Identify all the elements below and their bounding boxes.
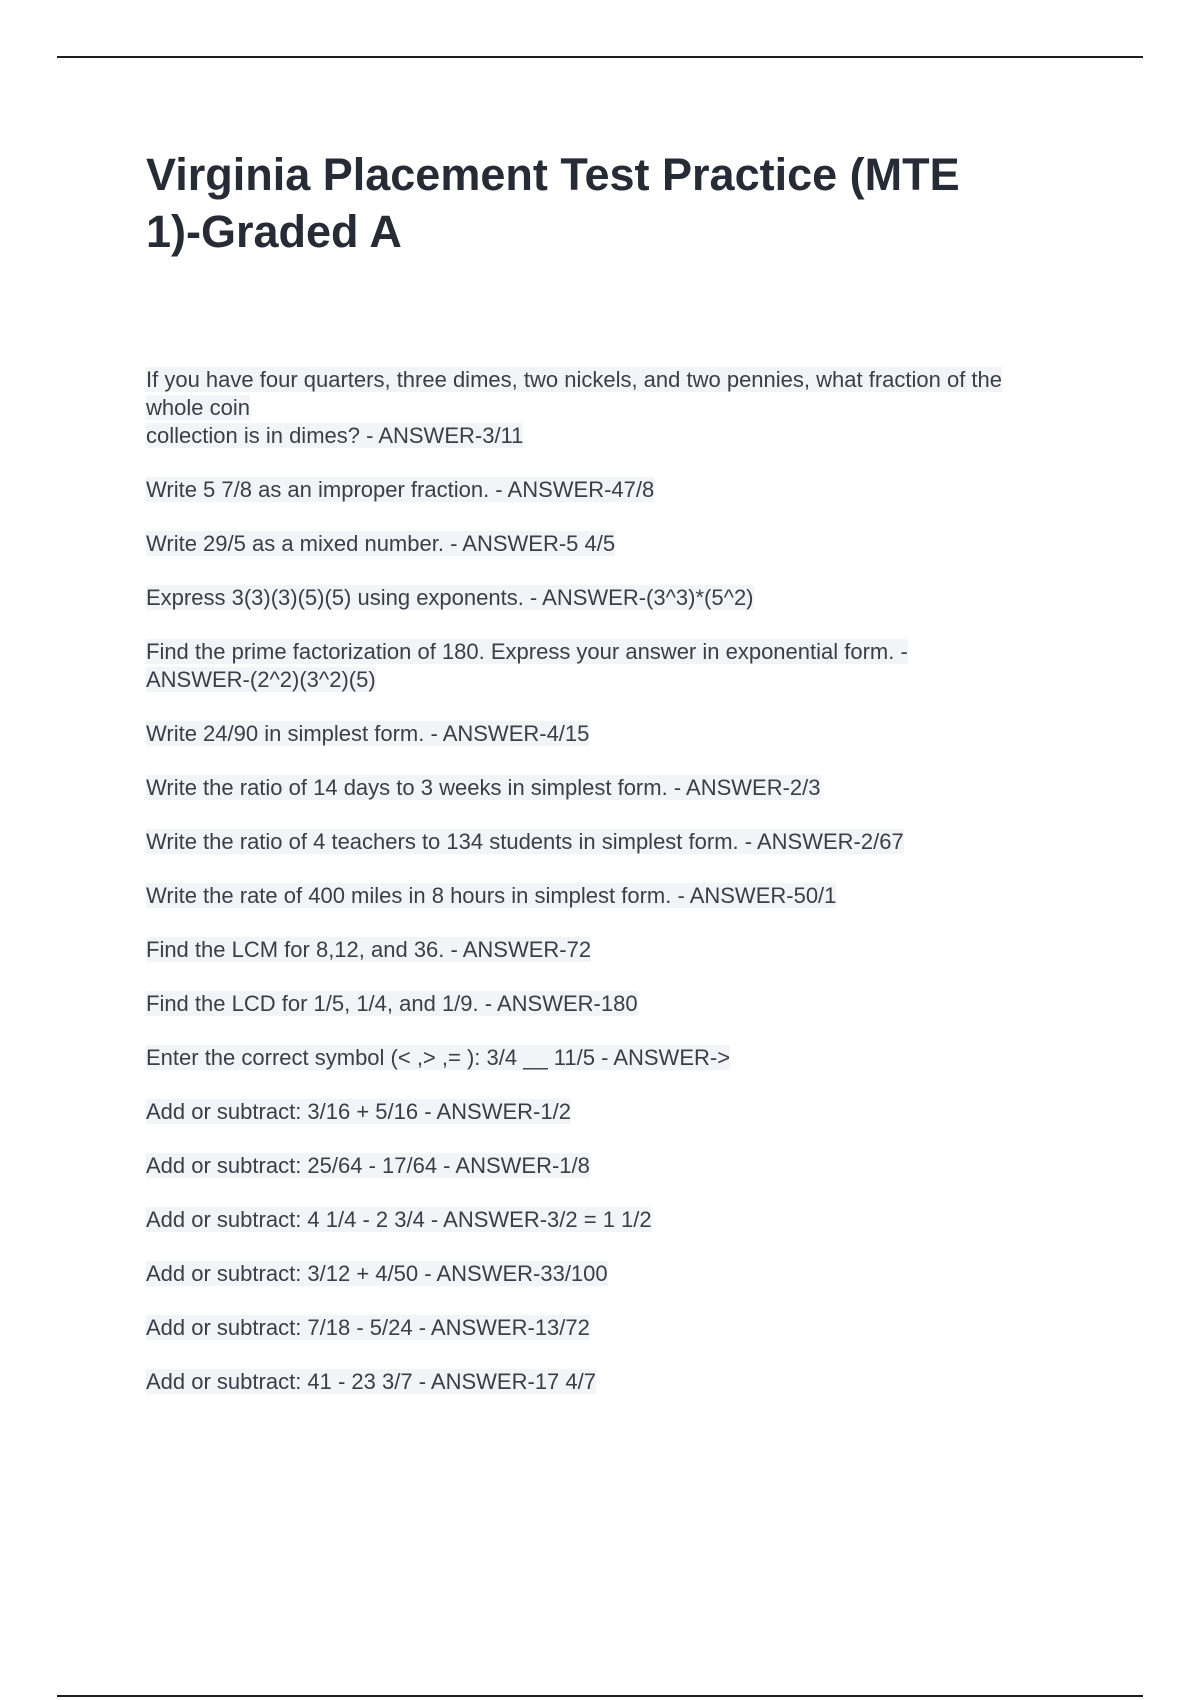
qa-line <box>146 366 1106 394</box>
title-line-2: 1)-Graded A <box>146 206 402 257</box>
qa-line <box>146 1098 1106 1126</box>
qa-line <box>146 936 1106 964</box>
qa-item <box>146 1152 1106 1180</box>
qa-item <box>146 638 1106 694</box>
qa-text: Find the LCM for 8,12, and 36. - ANSWER-72 <box>146 937 592 962</box>
qa-text: Write the ratio of 14 days to 3 weeks in simplest form. - ANSWER-2/3 <box>146 775 821 800</box>
qa-line <box>146 828 1106 856</box>
qa-text: Write 5 7/8 as an improper fraction. - ANSWER-47/8 <box>146 477 655 502</box>
qa-text: Add or subtract: 7/18 - 5/24 - ANSWER-13/72 <box>146 1315 590 1340</box>
qa-item <box>146 366 1106 450</box>
qa-text: Find the LCD for 1/5, 1/4, and 1/9. - ANSWER-180 <box>146 991 638 1016</box>
qa-item <box>146 774 1106 802</box>
qa-line <box>146 774 1106 802</box>
qa-text: ANSWER-(2^2)(3^2)(5) <box>146 667 376 692</box>
qa-text: Enter the correct symbol (< ,> ,= ): 3/4 __ 11/5 - ANSWER-> <box>146 1045 731 1070</box>
qa-line <box>146 720 1106 748</box>
qa-item <box>146 936 1106 964</box>
qa-item <box>146 1044 1106 1072</box>
document-title <box>146 146 1076 260</box>
qa-line <box>146 1152 1106 1180</box>
qa-text: Add or subtract: 3/16 + 5/16 - ANSWER-1/2 <box>146 1099 571 1124</box>
qa-item <box>146 828 1106 856</box>
qa-item <box>146 1206 1106 1234</box>
qa-item <box>146 530 1106 558</box>
qa-line <box>146 638 1106 666</box>
qa-line <box>146 476 1106 504</box>
title-line-1: Virginia Placement Test Practice (MTE <box>146 149 960 200</box>
qa-text: Add or subtract: 4 1/4 - 2 3/4 - ANSWER-3/2 = 1 1/2 <box>146 1207 652 1232</box>
top-divider <box>57 56 1143 58</box>
qa-item <box>146 1368 1106 1396</box>
qa-text: Write the rate of 400 miles in 8 hours in simplest form. - ANSWER-50/1 <box>146 883 837 908</box>
qa-text: Add or subtract: 25/64 - 17/64 - ANSWER-1/8 <box>146 1153 590 1178</box>
qa-text: Add or subtract: 41 - 23 3/7 - ANSWER-17 4/7 <box>146 1369 596 1394</box>
qa-text: Express 3(3)(3)(5)(5) using exponents. - ANSWER-(3^3)*(5^2) <box>146 585 754 610</box>
qa-item <box>146 882 1106 910</box>
qa-line <box>146 584 1106 612</box>
qa-item <box>146 584 1106 612</box>
qa-line <box>146 666 1106 694</box>
question-answer-list <box>146 366 1106 1422</box>
qa-line <box>146 1314 1106 1342</box>
qa-item <box>146 1098 1106 1126</box>
qa-item <box>146 1314 1106 1342</box>
qa-item <box>146 720 1106 748</box>
qa-line <box>146 990 1106 1018</box>
qa-line <box>146 422 1106 450</box>
bottom-divider <box>57 1695 1143 1697</box>
qa-line <box>146 1206 1106 1234</box>
qa-item <box>146 1260 1106 1288</box>
qa-line <box>146 394 1106 422</box>
qa-text: whole coin <box>146 395 250 420</box>
qa-text: Write 24/90 in simplest form. - ANSWER-4/15 <box>146 721 590 746</box>
qa-text: Find the prime factorization of 180. Express your answer in exponential form. - <box>146 639 908 664</box>
qa-text: Write 29/5 as a mixed number. - ANSWER-5 4/5 <box>146 531 616 556</box>
qa-line <box>146 1368 1106 1396</box>
qa-text: collection is in dimes? - ANSWER-3/11 <box>146 423 524 448</box>
qa-item <box>146 990 1106 1018</box>
qa-text: If you have four quarters, three dimes, two nickels, and two pennies, what fraction of the <box>146 367 1003 392</box>
qa-line <box>146 530 1106 558</box>
qa-line <box>146 1260 1106 1288</box>
qa-line <box>146 882 1106 910</box>
qa-text: Add or subtract: 3/12 + 4/50 - ANSWER-33/100 <box>146 1261 608 1286</box>
qa-text: Write the ratio of 4 teachers to 134 students in simplest form. - ANSWER-2/67 <box>146 829 904 854</box>
qa-item <box>146 476 1106 504</box>
qa-line <box>146 1044 1106 1072</box>
